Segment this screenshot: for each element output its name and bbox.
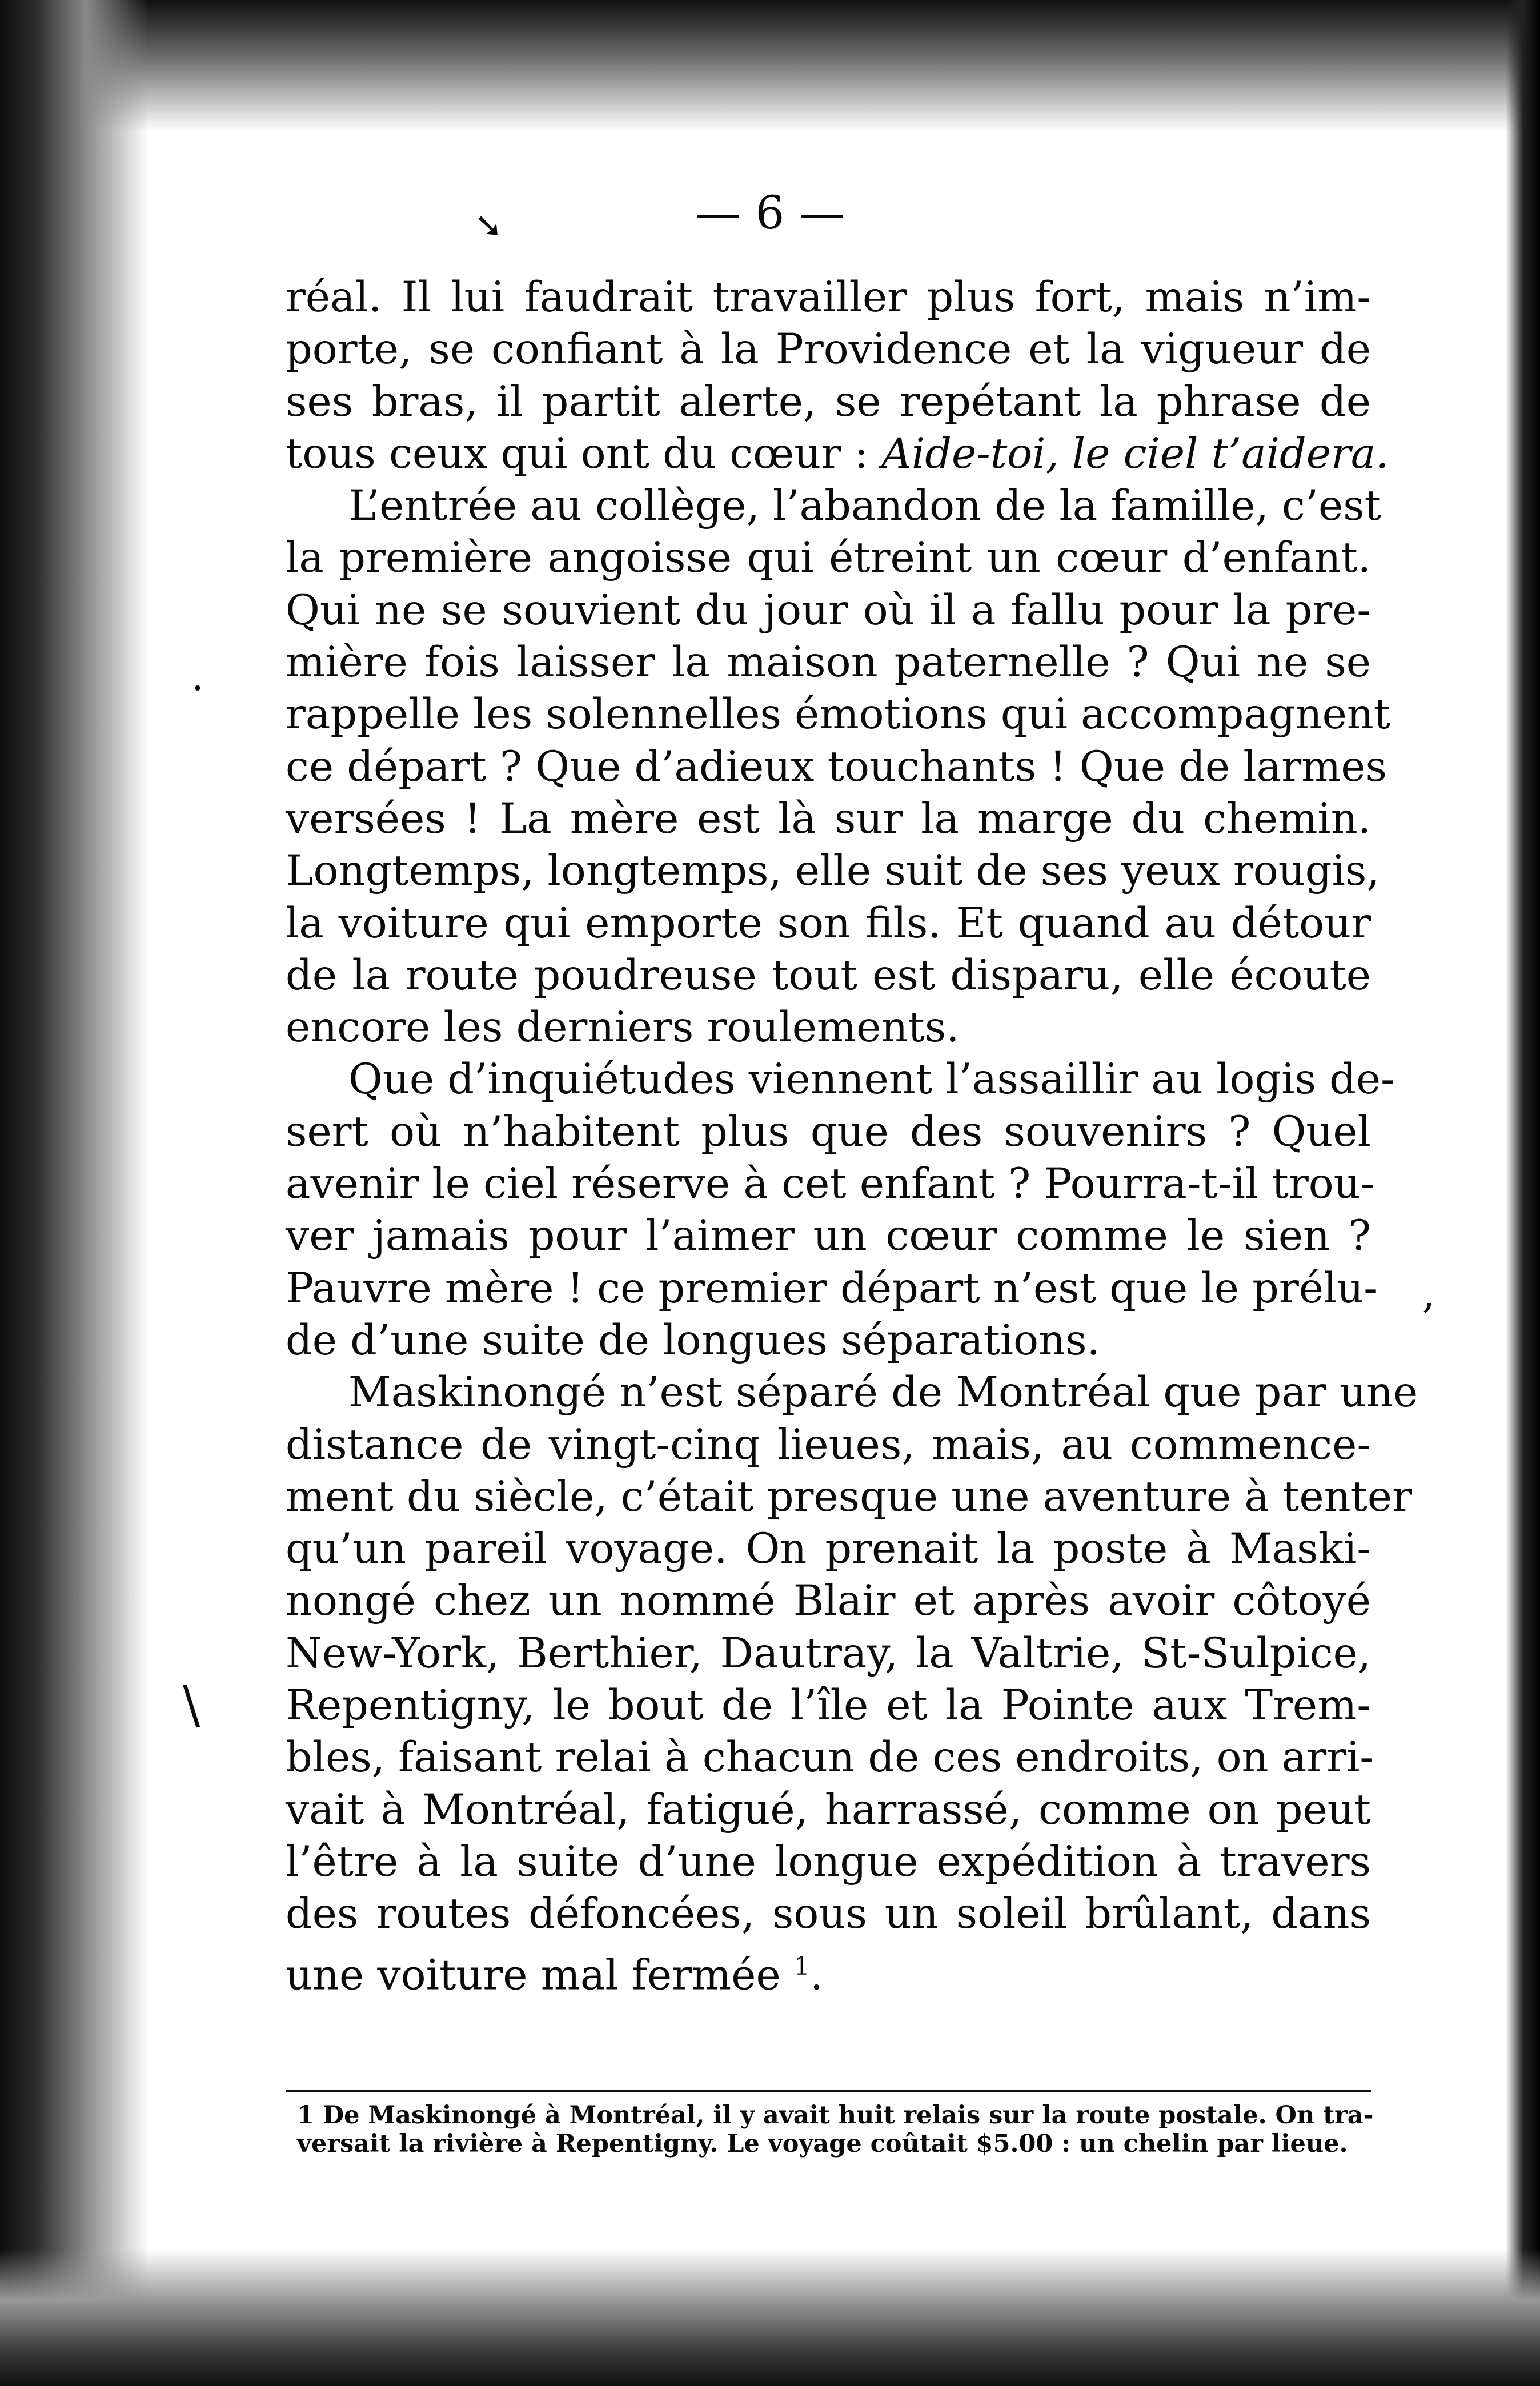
text-line: encore les derniers roulements. — [286, 1003, 960, 1052]
footnote-line: 1 De Maskinongé à Montréal, il y avait huit relais sur la route postale. On tra- — [297, 2101, 1374, 2130]
text-line: de la route poudreuse tout est disparu, elle écoute — [286, 951, 1371, 1000]
scan-speck-left: · — [191, 665, 204, 712]
scan-edge-bottom — [0, 2249, 1540, 2386]
text-line: l’être à la suite d’une longue expédition à travers — [286, 1837, 1371, 1886]
text-line: rappelle les solennelles émotions qui accompagnent — [286, 690, 1391, 739]
text-line: distance de vingt-cinq lieues, mais, au commence- — [286, 1420, 1371, 1469]
proverb-italic: Aide-toi, le ciel t’aidera. — [881, 429, 1389, 478]
text-line — [286, 428, 1389, 480]
text-line: ses bras, il partit alerte, se repétant la phrase de — [286, 377, 1371, 426]
text-line: ver jamais pour l’aimer un cœur comme le sien ? — [286, 1212, 1371, 1261]
text-line-suffix: . — [809, 1950, 824, 1999]
text-line: sert où n’habitent plus que des souvenirs ? Quel — [286, 1107, 1371, 1156]
scan-edge-right — [1506, 0, 1540, 2386]
text-line: nongé chez un nommé Blair et après avoir côtoyé — [286, 1577, 1371, 1626]
scan-edge-top — [0, 0, 1540, 131]
footnote-line: versait la rivière à Repentigny. Le voyage coûtait $5.00 : un chelin par lieue. — [297, 2130, 1348, 2158]
text-line: ment du siècle, c’était presque une aventure à tenter — [286, 1472, 1413, 1521]
text-line: la voiture qui emporte son fils. Et quand au détour — [286, 899, 1371, 948]
footnote — [297, 2101, 1374, 2158]
text-line: New-York, Berthier, Dautray, la Valtrie, St-Sulpice, — [286, 1629, 1371, 1678]
text-line — [286, 1940, 1371, 2002]
scan-stroke-left: \ — [183, 1675, 200, 1735]
text-line: L’entrée au collège, l’abandon de la famille, c’est — [348, 482, 1381, 531]
text-line: porte, se confiant à la Providence et la vigueur de — [286, 325, 1371, 374]
page-number: — 6 — — [695, 186, 845, 239]
footnote-rule — [286, 2090, 1371, 2092]
text-line: qu’un pareil voyage. On prenait la poste à Maski- — [286, 1525, 1371, 1574]
footnote-marker: 1 — [793, 1951, 810, 1981]
text-line: vait à Montréal, fatigué, harrassé, comme on peut — [286, 1785, 1371, 1834]
scan-speck-right: , — [1422, 1270, 1435, 1317]
text-line: la première angoisse qui étreint un cœur d’enfant. — [286, 534, 1371, 583]
text-line: de d’une suite de longues séparations. — [286, 1316, 1100, 1365]
text-line: avenir le ciel réserve à cet enfant ? Pourra-t-il trou- — [286, 1160, 1375, 1209]
text-line: Longtemps, longtemps, elle suit de ses yeux rougis, — [286, 847, 1380, 896]
text-line: versées ! La mère est là sur la marge du chemin. — [286, 794, 1371, 843]
text-line: Maskinongé n’est séparé de Montréal que par une — [348, 1368, 1418, 1417]
text-line: ce départ ? Que d’adieux touchants ! Que de larmes — [286, 742, 1387, 791]
text-line: Qui ne se souvient du jour où il a fallu pour la pre- — [286, 586, 1371, 635]
text-line-prefix: tous ceux qui ont du cœur : — [286, 429, 882, 478]
text-line: bles, faisant relai à chacun de ces endroits, on arri- — [286, 1733, 1374, 1782]
text-line: Pauvre mère ! ce premier départ n’est que le prélu- — [286, 1264, 1378, 1313]
scan-edge-left — [0, 0, 149, 2386]
scan-speck-top: ➘ — [474, 206, 503, 246]
text-line: des routes défoncées, sous un soleil brûlant, dans — [286, 1890, 1371, 1939]
text-line: mière fois laisser la maison paternelle ? Qui ne se — [286, 638, 1371, 687]
text-line: réal. Il lui faudrait travailler plus fort, mais n’im- — [286, 273, 1371, 322]
text-line-prefix: une voiture mal fermée — [286, 1950, 794, 1999]
text-line: Repentigny, le bout de l’île et la Pointe aux Trem- — [286, 1681, 1371, 1730]
text-line: Que d’inquiétudes viennent l’assaillir au logis de- — [348, 1055, 1395, 1104]
body-text — [286, 271, 1418, 2001]
